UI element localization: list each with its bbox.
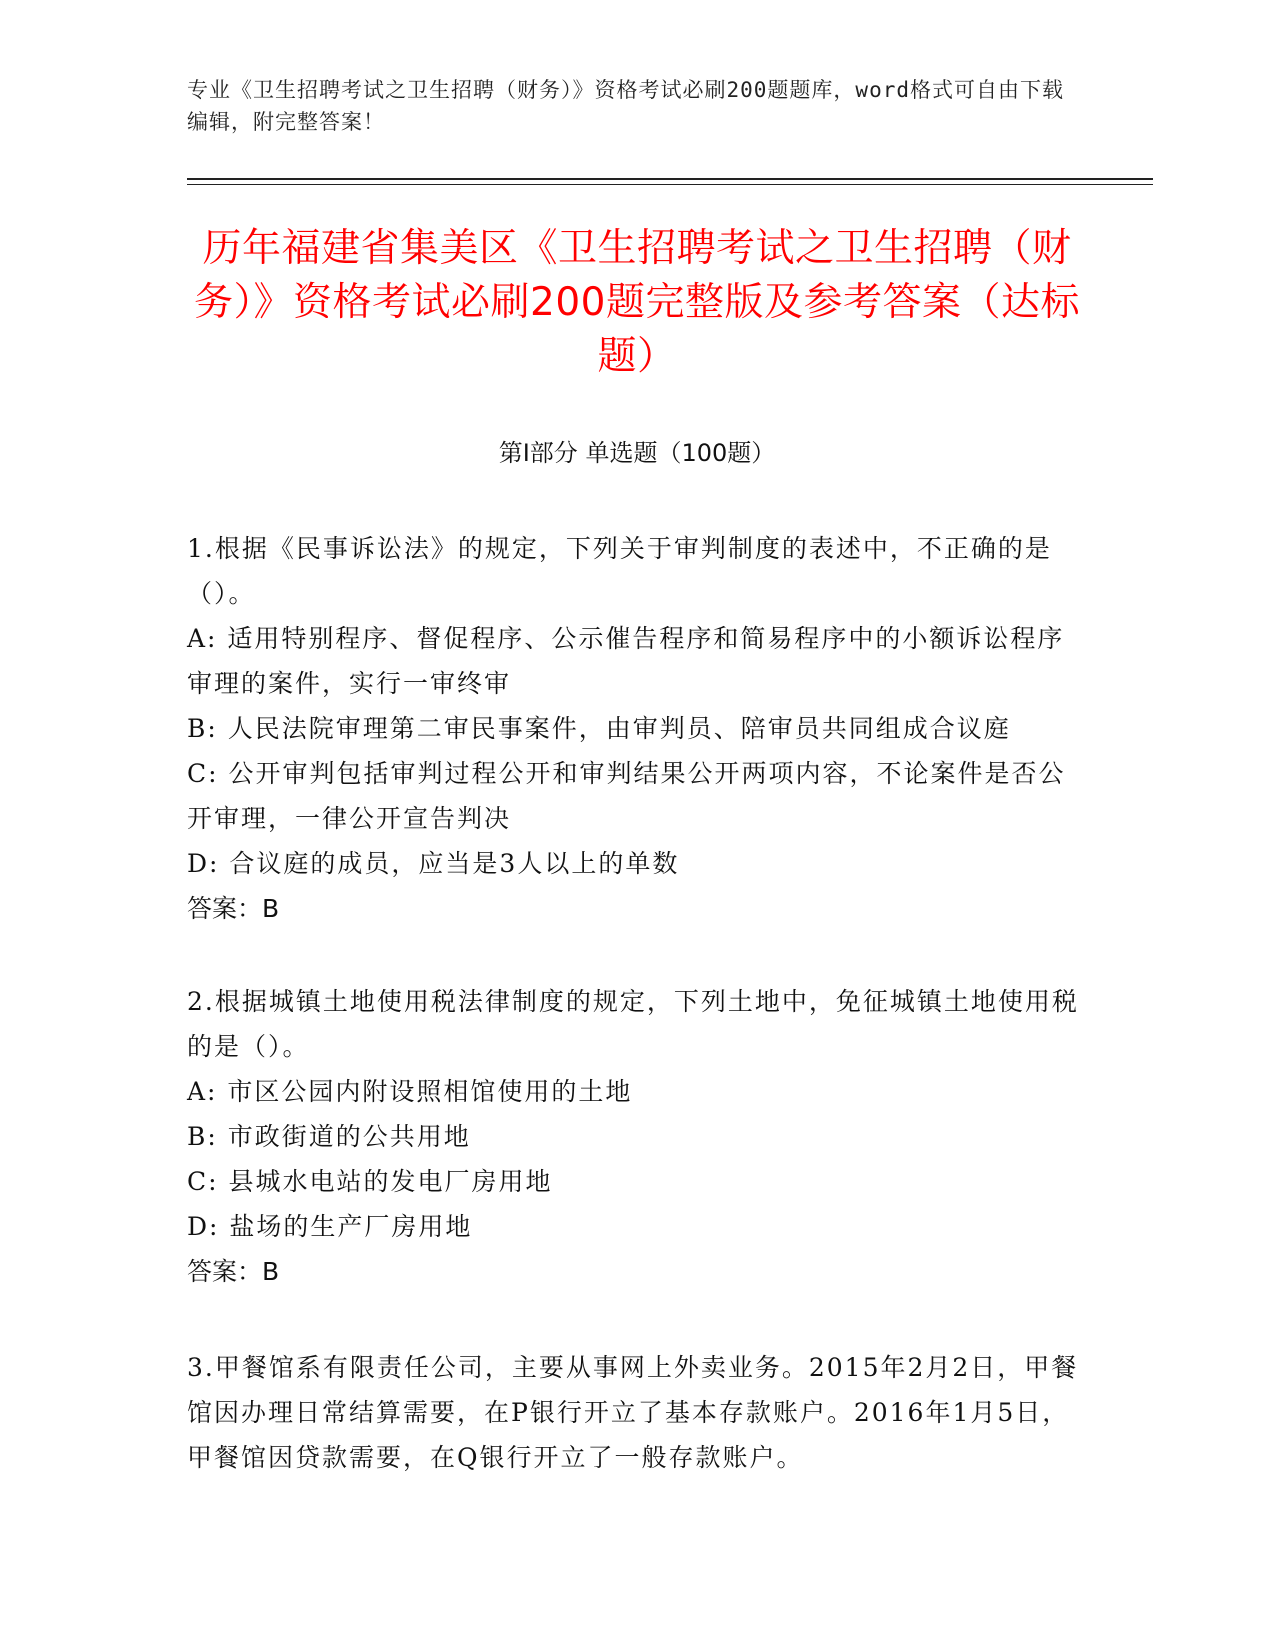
option-d: D: 盐场的生产厂房用地 xyxy=(187,1212,473,1241)
answer: 答案：B xyxy=(187,1257,280,1286)
answer: 答案：B xyxy=(187,894,280,923)
question-stem: 1.根据《民事诉讼法》的规定，下列关于审判制度的表述中，不正确的是（）。 xyxy=(187,534,1052,608)
document-title: 历年福建省集美区《卫生招聘考试之卫生招聘（财务）》资格考试必刷200题完整版及参考答案（达标题） xyxy=(194,226,1080,379)
header-divider-thin xyxy=(187,184,1153,185)
question-stem: 2.根据城镇土地使用税法律制度的规定，下列土地中，免征城镇土地使用税的是（）。 xyxy=(187,987,1079,1061)
question-3 xyxy=(187,1345,1087,1480)
question-1 xyxy=(187,526,1087,931)
option-a: A: 适用特别程序、督促程序、公示催告程序和简易程序中的小额诉讼程序审理的案件，实行一审终审 xyxy=(187,624,1065,698)
option-c: C: 县城水电站的发电厂房用地 xyxy=(187,1167,553,1196)
header-note: 专业《卫生招聘考试之卫生招聘（财务）》资格考试必刷200题题库，word格式可自由下载编辑，附完整答案！ xyxy=(187,78,1064,134)
option-b: B: 人民法院审理第二审民事案件，由审判员、陪审员共同组成合议庭 xyxy=(187,714,1011,743)
header-divider-thick xyxy=(187,178,1153,180)
option-c: C: 公开审判包括审判过程公开和审判结果公开两项内容，不论案件是否公开审理，一律公开宣告判决 xyxy=(187,759,1066,833)
option-d: D: 合议庭的成员，应当是3人以上的单数 xyxy=(187,849,680,878)
option-a: A: 市区公园内附设照相馆使用的土地 xyxy=(187,1077,633,1106)
section-heading: 第I部分 单选题（100题） xyxy=(498,439,776,467)
question-stem: 3.甲餐馆系有限责任公司，主要从事网上外卖业务。2015年2月2日，甲餐馆因办理日常结算需要，在P银行开立了基本存款账户。2016年1月5日，甲餐馆因贷款需要，在Q银行开立了一般存款账户。 xyxy=(187,1353,1079,1472)
question-2 xyxy=(187,979,1087,1294)
option-b: B: 市政街道的公共用地 xyxy=(187,1122,471,1151)
